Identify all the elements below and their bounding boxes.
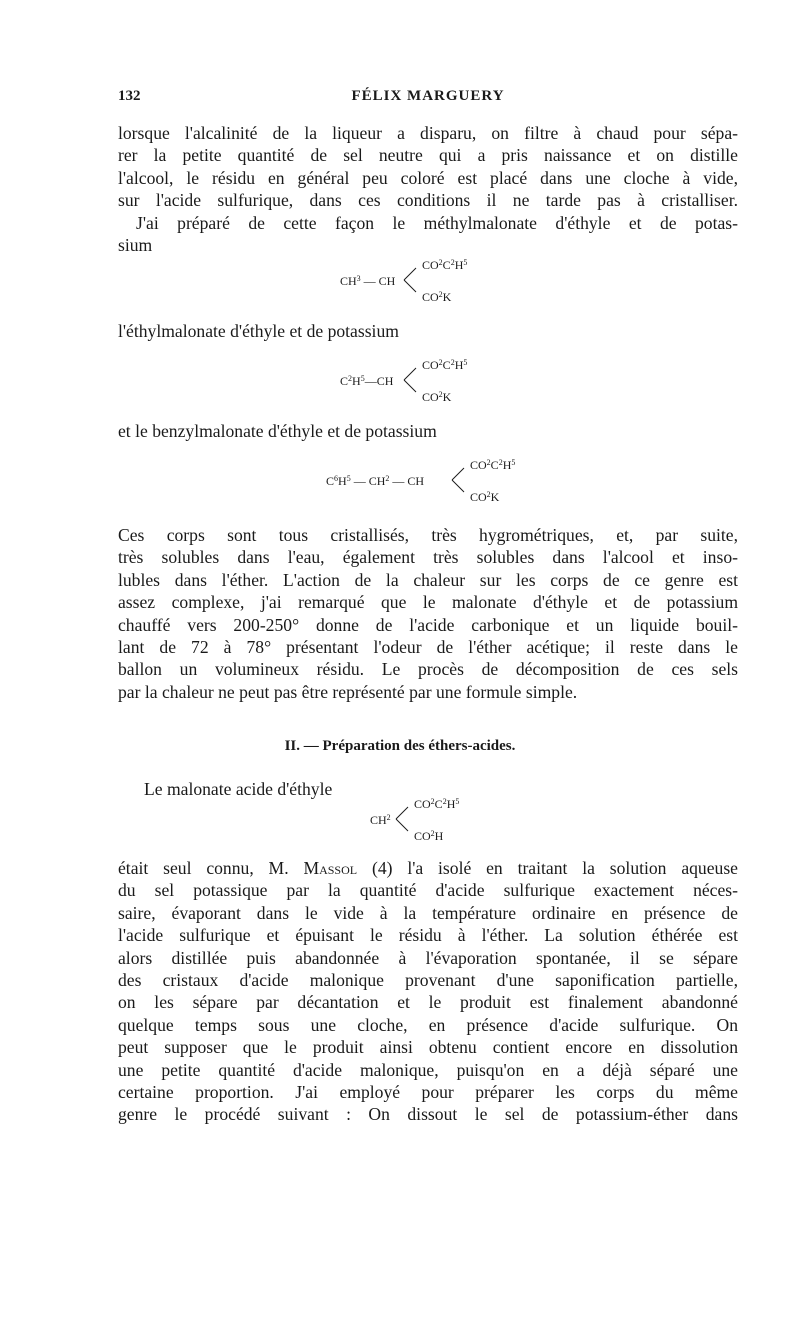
formula-malonate-acide: $CH^2$ $CO^2C^2H^5$ $CO^2H$ xyxy=(370,797,460,843)
text-line: l'alcool, le résidu en général peu coloré est placé dans une cloche à vide, xyxy=(118,167,738,188)
text-line: lant de 72 à 78° présentant l'odeur de l'éther acétique; il reste dans le xyxy=(118,637,738,658)
line-ethylmalonate: l'éthylmalonate d'éthyle et de potassium xyxy=(118,321,399,341)
section-heading: II. — Préparation des éthers-acides. xyxy=(284,738,516,754)
text-line: une petite quantité d'acide malonique, puisqu'on en a déjà séparé une xyxy=(118,1059,738,1080)
text-line: très solubles dans l'eau, également très solubles dans l'alcool et inso- xyxy=(118,547,738,568)
running-title: FÉLIX MARGUERY xyxy=(351,88,505,104)
text-line: on les sépare par décantation et le produit est finalement abandonné xyxy=(118,992,738,1013)
text-line: peut supposer que le produit ainsi obtenu contient encore en dissolution xyxy=(118,1037,738,1058)
text-line: ballon un volumineux résidu. Le procès de décomposition de ces sels xyxy=(118,659,738,680)
paragraph-2 xyxy=(118,212,738,257)
text-line: lorsque l'alcalinité de la liqueur a disparu, on filtre à chaud pour sépa- xyxy=(118,123,738,143)
line-benzylmalonate: et le benzylmalonate d'éthyle et de potassium xyxy=(118,421,437,441)
text-line: chauffé vers 200-250° donne de l'acide carbonique et un liquide bouil- xyxy=(118,614,738,635)
text-line: genre le procédé suivant : On dissout le sel de potassium-éther dans xyxy=(118,1104,738,1125)
page-number: 132 xyxy=(118,88,141,104)
formula-benzylmalonate: $C^6H^5$ — $CH^2$ — CH $CO^2C^2H^5$ $CO^2K$ xyxy=(326,458,516,504)
bracket-icon xyxy=(402,260,422,300)
text-line: était seul connu, M. Massol (4) l'a isolé en traitant la solution aqueuse xyxy=(118,858,738,878)
paragraph-3 xyxy=(118,524,738,703)
page-header xyxy=(118,88,738,110)
text-line: du sel potassique par la quantité d'acide sulfurique exactement néces- xyxy=(118,880,738,901)
text-line: assez complexe, j'ai remarqué que le malonate d'éthyle et de potassium xyxy=(118,592,738,613)
text-line: sur l'acide sulfurique, dans ces conditions il ne tarde pas à cristalliser. xyxy=(118,190,738,211)
text-line: saire, évaporant dans le vide à la température ordinaire en présence de xyxy=(118,902,738,923)
bracket-icon xyxy=(450,460,470,500)
text-line: certaine proportion. J'ai employé pour préparer les corps du même xyxy=(118,1082,738,1103)
text-line: J'ai préparé de cette façon le méthylmalonate d'éthyle et de potas- xyxy=(136,213,738,233)
text-line: quelque temps sous une cloche, en présence d'acide sulfurique. On xyxy=(118,1014,738,1035)
text-line: sium xyxy=(118,235,153,256)
text-line: alors distillée puis abandonnée à l'évaporation spontanée, il se sépare xyxy=(118,947,738,968)
paragraph-1 xyxy=(118,122,738,212)
text-line: des cristaux d'acide malonique provenant d'une saponification partielle, xyxy=(118,970,738,991)
formula-methylmalonate: $CH^3$ — CH $CO^2C^2H^5$ $CO^2K$ xyxy=(340,258,468,304)
bracket-icon xyxy=(402,360,422,400)
text-line: par la chaleur ne peut pas être représenté par une formule simple. xyxy=(118,681,578,702)
text-line: l'acide sulfurique et épuisant le résidu à l'éther. La solution éthérée est xyxy=(118,925,738,946)
line-malonate-acide: Le malonate acide d'éthyle xyxy=(144,779,333,799)
text-line: lubles dans l'éther. L'action de la chaleur sur les corps de ce genre est xyxy=(118,569,738,590)
text-line: rer la petite quantité de sel neutre qui a pris naissance et on distille xyxy=(118,145,738,166)
bracket-icon xyxy=(394,799,414,839)
paragraph-4 xyxy=(118,857,738,1126)
formula-ethylmalonate: $C^2H^5—CH$ $CO^2C^2H^5$ $CO^2K$ xyxy=(340,358,468,404)
text-line: Ces corps sont tous cristallisés, très hygrométriques, et, par suite, xyxy=(118,525,738,545)
author-name: Massol xyxy=(303,858,358,878)
